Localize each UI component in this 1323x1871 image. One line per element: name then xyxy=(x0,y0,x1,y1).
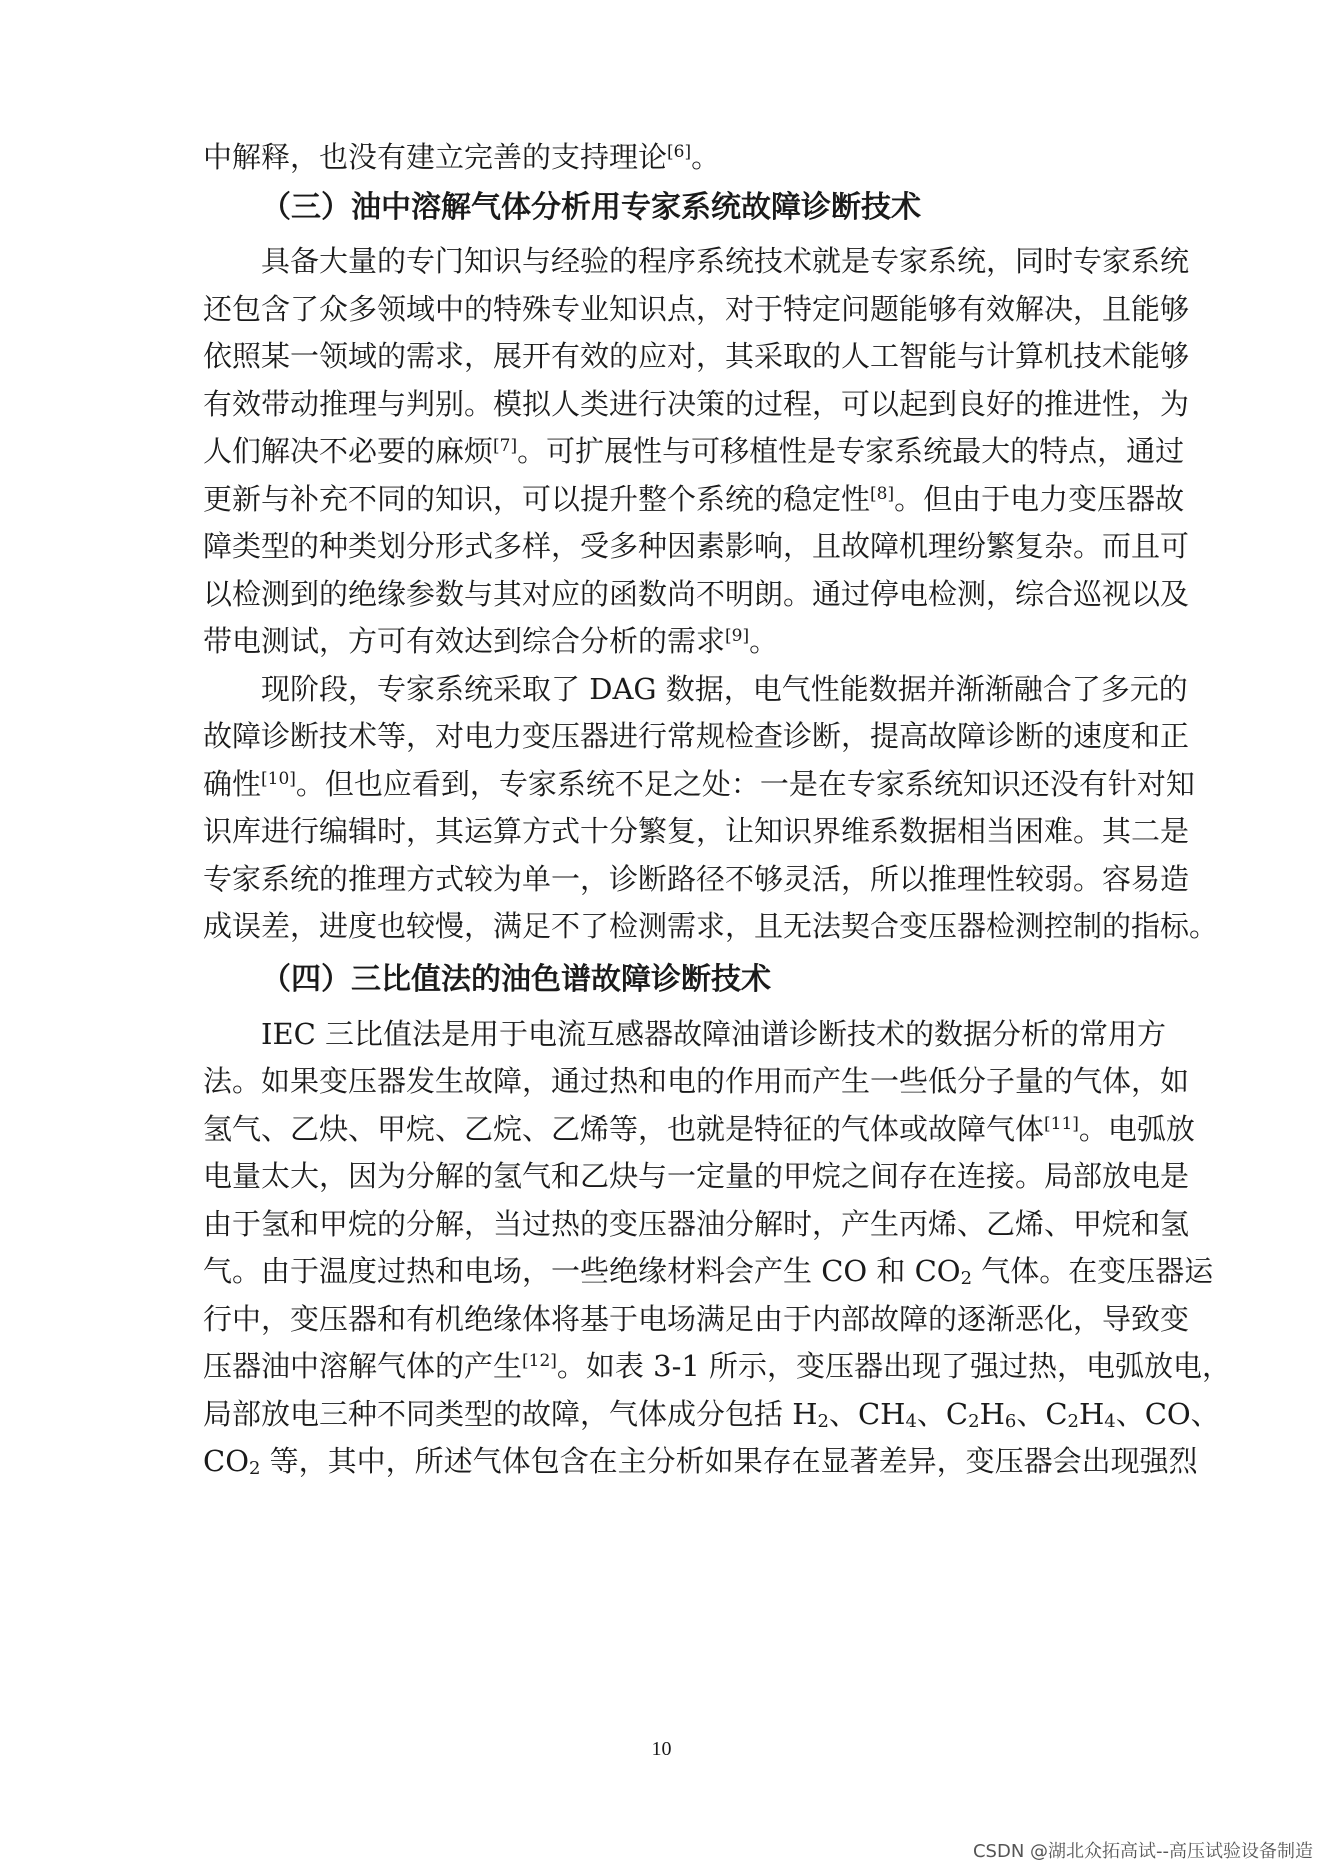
paragraph-line: 障类型的种类划分形式多样，受多种因素影响，且故障机理纷繁复杂。而且可 xyxy=(203,529,1190,563)
paragraph-line: 气。由于温度过热和电场，一些绝缘材料会产生 CO 和 $CO_2$ 气体。在变压器运 xyxy=(203,1254,1214,1289)
citation: [8] xyxy=(870,484,895,504)
paragraph-line: 带电测试，方可有效达到综合分析的需求[9]。 xyxy=(203,624,779,658)
paragraph-line: IEC 三比值法是用于电流互感器故障油谱诊断技术的数据分析的常用方 xyxy=(261,1017,1167,1051)
paragraph-line: 识库进行编辑时，其运算方式十分繁复，让知识界维系数据相当困难。其二是 xyxy=(203,814,1190,848)
citation: [7] xyxy=(493,436,518,456)
paragraph-line: 法。如果变压器发生故障，通过热和电的作用而产生一些低分子量的气体，如 xyxy=(203,1064,1190,1098)
paragraph-line: 电量太大，因为分解的氢气和乙炔与一定量的甲烷之间存在连接。局部放电是 xyxy=(203,1159,1190,1193)
section-heading-3: （三）油中溶解气体分析用专家系统故障诊断技术 xyxy=(261,190,921,225)
section-heading-4: （四）三比值法的油色谱故障诊断技术 xyxy=(261,962,771,997)
citation: [11] xyxy=(1044,1114,1079,1134)
paragraph-line: 专家系统的推理方式较为单一，诊断路径不够灵活，所以推理性较弱。容易造 xyxy=(203,862,1190,896)
paragraph-line: 现阶段，专家系统采取了 DAG 数据，电气性能数据并渐渐融合了多元的 xyxy=(261,672,1188,706)
citation: [6] xyxy=(667,142,692,162)
paragraph-line: 还包含了众多领域中的特殊专业知识点，对于特定问题能够有效解决，且能够 xyxy=(203,292,1190,326)
citation: [12] xyxy=(522,1351,557,1371)
paragraph-line: 故障诊断技术等，对电力变压器进行常规检查诊断，提高故障诊断的速度和正 xyxy=(203,719,1190,753)
paragraph-line: 中解释，也没有建立完善的支持理论[6]。 xyxy=(203,140,721,174)
citation: [9] xyxy=(725,626,750,646)
paragraph-line: 压器油中溶解气体的产生[12]。如表 3-1 所示，变压器出现了强过热，电弧放电， xyxy=(203,1349,1232,1383)
watermark: CSDN @湖北众拓高试--高压试验设备制造 xyxy=(972,1841,1313,1862)
paragraph-line: 人们解决不必要的麻烦[7]。可扩展性与可移植性是专家系统最大的特点，通过 xyxy=(203,434,1185,468)
paragraph-line: 依照某一领域的需求，展开有效的应对，其采取的人工智能与计算机技术能够 xyxy=(203,339,1190,373)
paragraph-line: 成误差，进度也较慢，满足不了检测需求，且无法契合变压器检测控制的指标。 xyxy=(203,909,1219,943)
paragraph-line: 行中，变压器和有机绝缘体将基于电场满足由于内部故障的逐渐恶化，导致变 xyxy=(203,1302,1190,1336)
paragraph-line: 确性[10]。但也应看到，专家系统不足之处：一是在专家系统知识还没有针对知 xyxy=(203,767,1195,801)
paragraph-line: 具备大量的专门知识与经验的程序系统技术就是专家系统，同时专家系统 xyxy=(261,244,1190,278)
paragraph-line: 局部放电三种不同类型的故障，气体成分包括 $H_2$、$CH_4$、$C_2H_6$、$C_2H_4$、CO、 xyxy=(203,1397,1220,1432)
paragraph-line: 氢气、乙炔、甲烷、乙烷、乙烯等，也就是特征的气体或故障气体[11]。电弧放 xyxy=(203,1112,1195,1146)
paragraph-line: 有效带动推理与判别。模拟人类进行决策的过程，可以起到良好的推进性，为 xyxy=(203,387,1190,421)
paragraph-line: 更新与补充不同的知识，可以提升整个系统的稳定性[8]。但由于电力变压器故 xyxy=(203,482,1185,516)
paragraph-line: $CO_2$ 等，其中，所述气体包含在主分析如果存在显著差异，变压器会出现强烈 xyxy=(203,1444,1198,1479)
citation: [10] xyxy=(261,769,296,789)
paragraph-line: 以检测到的绝缘参数与其对应的函数尚不明朗。通过停电检测，综合巡视以及 xyxy=(203,577,1190,611)
page-number: 10 xyxy=(651,1738,672,1760)
paragraph-line: 由于氢和甲烷的分解，当过热的变压器油分解时，产生丙烯、乙烯、甲烷和氢 xyxy=(203,1207,1190,1241)
